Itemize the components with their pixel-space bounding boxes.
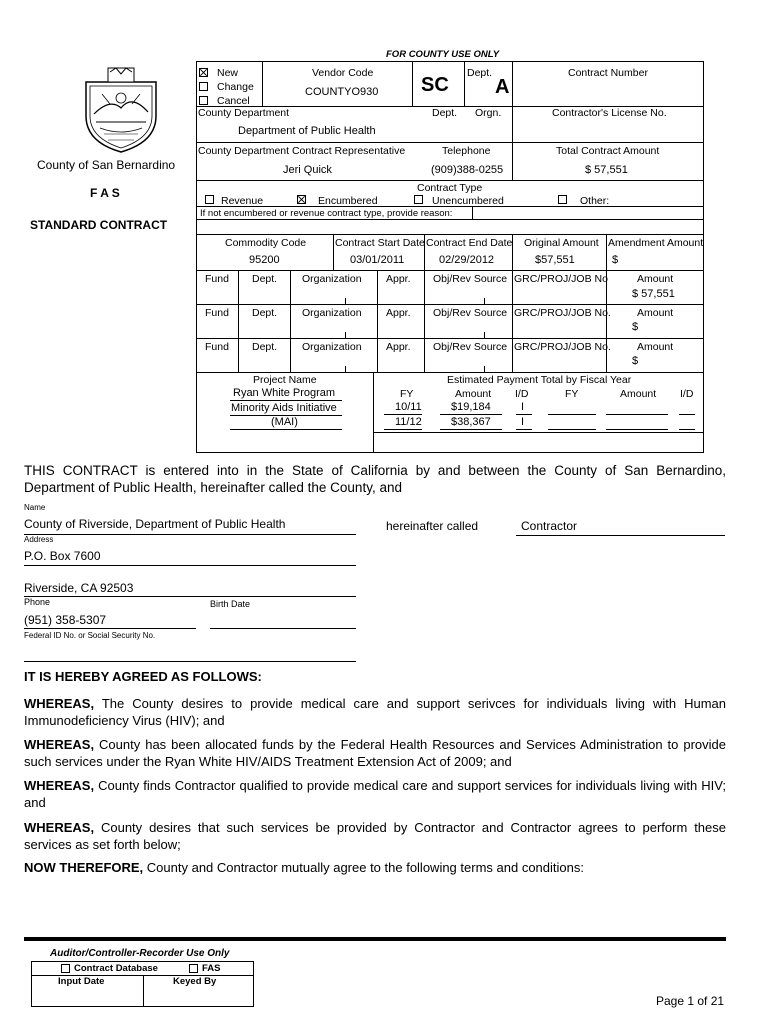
dept-letter: A — [495, 76, 510, 98]
contract-type-label: Contract Type — [417, 182, 483, 194]
clause — [24, 859, 726, 876]
vendor-code-label: Vendor Code — [312, 67, 374, 79]
amount-label: Amount — [637, 307, 674, 319]
id1: I — [521, 401, 525, 413]
amendment-amount-value: $ — [612, 254, 619, 266]
cancel-label: Cancel — [217, 95, 250, 107]
clause-text: County has been allocated funds by the Federal Health Resources and Services Administration to provide such services under the Ryan White HIV/AIDS Treatment Extension Act of 2009; and — [24, 737, 726, 769]
revenue-checkbox[interactable] — [205, 195, 214, 204]
intro-paragraph: THIS CONTRACT is entered into in the State of California by and between the County of San Bernardino, Department of Public Health, hereinafter called the County, and — [24, 463, 726, 495]
start-date-value: 03/01/2011 — [350, 254, 405, 266]
project-line3: (MAI) — [271, 416, 298, 428]
fy-label: FY — [400, 388, 414, 400]
new-label: New — [217, 67, 239, 79]
total-amount-value: $ 57,551 — [585, 164, 628, 176]
telephone-label: Telephone — [442, 145, 491, 157]
commodity-code-value: 95200 — [249, 254, 280, 266]
fas-checkbox[interactable] — [189, 964, 198, 973]
change-label: Change — [217, 81, 254, 93]
appr-label: Appr. — [386, 307, 411, 319]
phone-label: Phone — [24, 597, 51, 607]
id-label: I/D — [515, 388, 529, 400]
revenue-label: Revenue — [221, 195, 264, 207]
dept2-label: Dept. — [432, 107, 458, 119]
change-checkbox[interactable] — [199, 82, 208, 91]
id-label-2: I/D — [680, 388, 694, 400]
name-label: Name — [24, 503, 46, 512]
original-amount-value: $57,551 — [535, 254, 575, 266]
start-date-label: Contract Start Date — [335, 237, 425, 249]
clause-lead: WHEREAS, — [24, 737, 95, 752]
encumbered-checkbox[interactable] — [297, 195, 306, 204]
fund-dept-label: Dept. — [252, 307, 278, 319]
fy2: 11/12 — [395, 416, 422, 428]
other-label: Other: — [580, 195, 610, 207]
contract-database-checkbox[interactable] — [61, 964, 70, 973]
new-checkbox[interactable] — [199, 68, 208, 77]
fund-org-label: Organization — [302, 341, 362, 353]
clause-lead: WHEREAS, — [24, 696, 95, 711]
other-checkbox[interactable] — [558, 195, 567, 204]
amt-label: Amount — [455, 388, 492, 400]
amount-label: Amount — [637, 273, 674, 285]
total-amount-label: Total Contract Amount — [556, 145, 660, 157]
row3-amount: $ — [632, 355, 639, 367]
fas-title: F A S — [90, 186, 120, 200]
row1-amount: $ 57,551 — [632, 288, 675, 300]
amendment-amount-label: Amendment Amount — [608, 237, 704, 249]
phone-value: (951) 358-5307 — [24, 613, 107, 627]
obj-label: Obj/Rev Source — [433, 307, 508, 319]
license-label: Contractor's License No. — [552, 107, 667, 119]
clause-lead: WHEREAS, — [24, 820, 95, 835]
org-name: County of San Bernardino — [37, 158, 176, 172]
dept-code: SC — [421, 74, 449, 96]
clause-text: The County desires to provide medical care and support serivces for individuals living with Human Immunodeficiency Virus (HIV); and — [24, 696, 726, 728]
input-date-label: Input Date — [58, 976, 105, 987]
agreed-heading: IT IS HEREBY AGREED AS FOLLOWS: — [24, 669, 262, 684]
fund-dept-label: Dept. — [252, 273, 278, 285]
end-date-label: Contract End Date — [426, 237, 513, 249]
est-payment-label: Estimated Payment Total by Fiscal Year — [447, 374, 632, 386]
page-number: Page 1 of 21 — [656, 994, 725, 1008]
telephone-value: (909)388-0255 — [431, 164, 504, 176]
appr-label: Appr. — [386, 341, 411, 353]
footer-rule — [24, 937, 726, 941]
contractor-name: County of Riverside, Department of Public Health — [24, 517, 286, 531]
vendor-code: COUNTYO930 — [305, 86, 379, 98]
unencumbered-label: Unencumbered — [432, 195, 504, 207]
fund-org-label: Organization — [302, 273, 362, 285]
clause — [24, 819, 726, 853]
appr-label: Appr. — [386, 273, 411, 285]
fund-dept-label: Dept. — [252, 341, 278, 353]
amt2: $38,367 — [451, 416, 491, 428]
clause — [24, 695, 726, 729]
address-label: Address — [24, 535, 54, 544]
address-line1: P.O. Box 7600 — [24, 549, 101, 563]
project-line2: Minority Aids Initiative — [231, 402, 337, 414]
rep-name: Jeri Quick — [283, 164, 332, 176]
address-line2: Riverside, CA 92503 — [24, 581, 134, 595]
fy1: 10/11 — [395, 401, 422, 413]
auditor-label: Auditor/Controller-Recorder Use Only — [50, 948, 230, 959]
clause — [24, 736, 726, 770]
grc-label: GRC/PROJ/JOB No. — [514, 341, 611, 353]
dept-label: Dept. — [467, 67, 493, 79]
amt-label-2: Amount — [620, 388, 657, 400]
project-line1: Ryan White Program — [233, 387, 336, 399]
birth-date-label: Birth Date — [210, 599, 251, 609]
fas-footer-label: FAS — [202, 963, 221, 974]
fund-org-label: Organization — [302, 307, 362, 319]
fund-label: Fund — [205, 273, 229, 285]
grc-label: GRC/PROJ/JOB No. — [514, 307, 611, 319]
clause-text: County and Contractor mutually agree to the following terms and conditions: — [143, 860, 584, 875]
id2: I — [521, 416, 525, 428]
original-amount-label: Original Amount — [524, 237, 599, 249]
hereinafter-label: hereinafter called — [386, 519, 479, 533]
county-department-value: Department of Public Health — [238, 125, 376, 137]
row2-amount: $ — [632, 321, 639, 333]
rep-label: County Department Contract Representative — [198, 145, 406, 157]
project-name-label: Project Name — [253, 374, 317, 386]
fund-label: Fund — [205, 341, 229, 353]
clause-text: County finds Contractor qualified to provide medical care and support services for individuals living with HIV; and — [24, 778, 726, 810]
clause-text: County desires that such services be provided by Contractor and Contractor agrees to perform these services as set forth below; — [24, 820, 726, 852]
commodity-code-label: Commodity Code — [225, 237, 307, 249]
contractor-called: Contractor — [521, 519, 578, 533]
amt1: $19,184 — [451, 401, 491, 413]
fed-id-label: Federal ID No. or Social Security No. — [24, 631, 156, 640]
clause — [24, 777, 726, 811]
obj-label: Obj/Rev Source — [433, 273, 508, 285]
clause-lead: NOW THEREFORE, — [24, 860, 144, 875]
fy-label-2: FY — [565, 388, 579, 400]
keyed-by-label: Keyed By — [173, 976, 217, 987]
end-date-value: 02/29/2012 — [439, 254, 495, 266]
clause-lead: WHEREAS, — [24, 778, 95, 793]
orgn-label: Orgn. — [475, 107, 502, 119]
contract-database-label: Contract Database — [74, 963, 158, 974]
county-seal — [80, 64, 162, 154]
fund-label: Fund — [205, 307, 229, 319]
standard-contract-title: STANDARD CONTRACT — [30, 218, 168, 232]
county-use-only: FOR COUNTY USE ONLY — [386, 49, 500, 60]
county-department-label: County Department — [198, 107, 290, 119]
contract-number-label: Contract Number — [568, 67, 648, 79]
unencumbered-checkbox[interactable] — [414, 195, 423, 204]
obj-label: Obj/Rev Source — [433, 341, 508, 353]
cancel-checkbox[interactable] — [199, 96, 208, 105]
grc-label: GRC/PROJ/JOB No — [514, 273, 608, 285]
amount-label: Amount — [637, 341, 674, 353]
reason-label: If not encumbered or revenue contract type, provide reason: — [200, 208, 453, 219]
encumbered-label: Encumbered — [318, 195, 378, 207]
